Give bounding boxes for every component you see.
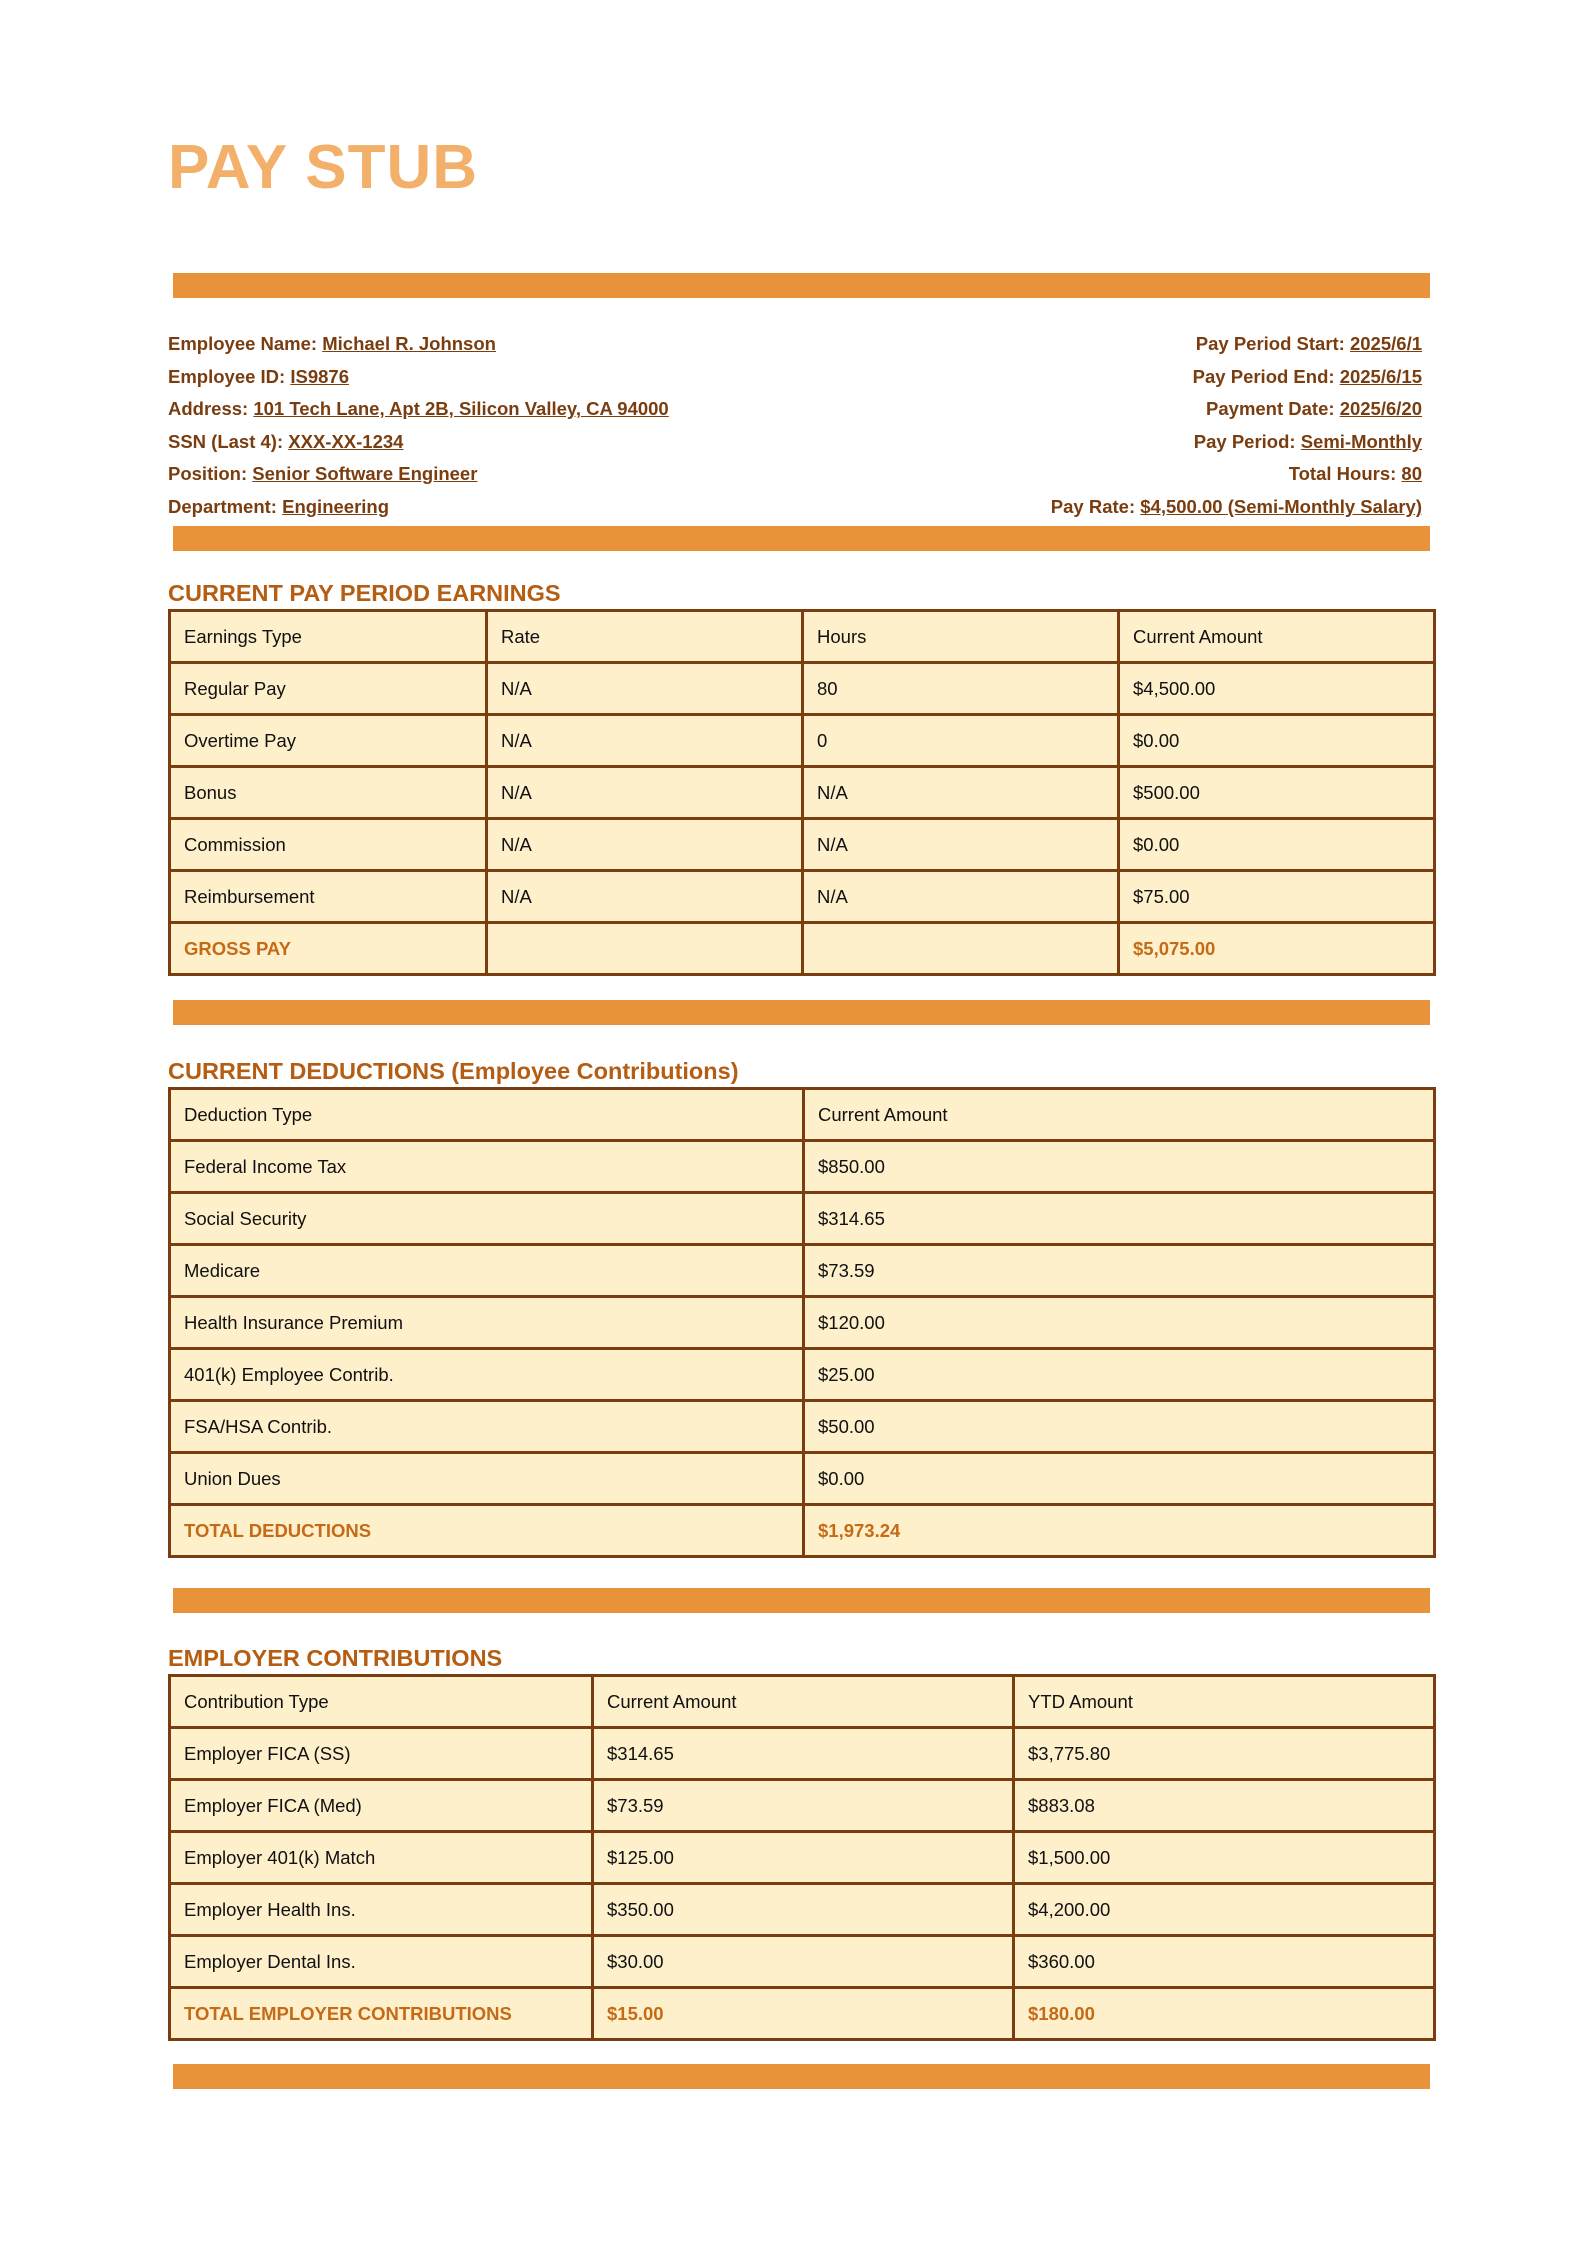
table-row (170, 1193, 1435, 1245)
total-label: TOTAL EMPLOYER CONTRIBUTIONS (170, 1988, 593, 2040)
table-cell: $0.00 (1119, 715, 1435, 767)
table-cell: $4,200.00 (1014, 1884, 1435, 1936)
total-employer-contributions-row (170, 1988, 1435, 2040)
gross-pay-row (170, 923, 1435, 975)
header-cell: YTD Amount (1014, 1676, 1435, 1728)
table-cell: Reimbursement (170, 871, 487, 923)
pay-period-value: Semi-Monthly (1300, 430, 1422, 452)
employer-contributions-table (168, 1674, 1436, 2041)
header-cell: Contribution Type (170, 1676, 593, 1728)
table-cell: N/A (803, 819, 1119, 871)
divider-bar (173, 526, 1430, 551)
address-value: 101 Tech Lane, Apt 2B, Silicon Valley, CA 94000 (253, 398, 669, 420)
position-value: Senior Software Engineer (252, 463, 478, 485)
earnings-table (168, 609, 1436, 976)
table-cell: $50.00 (804, 1401, 1435, 1453)
table-cell: N/A (487, 871, 803, 923)
table-cell: $3,775.80 (1014, 1728, 1435, 1780)
table-cell (803, 923, 1119, 975)
employee-id-value: IS9876 (290, 365, 349, 387)
table-cell: Health Insurance Premium (170, 1297, 804, 1349)
table-cell: $350.00 (593, 1884, 1014, 1936)
pay-period-info (722, 328, 1422, 524)
pay-period-start-row (722, 328, 1422, 361)
table-cell: Employer Dental Ins. (170, 1936, 593, 1988)
table-header-row (170, 611, 1435, 663)
total-label: GROSS PAY (170, 923, 487, 975)
pay-period-end-value: 2025/6/15 (1339, 365, 1422, 387)
table-cell: N/A (487, 663, 803, 715)
table-cell: Employer FICA (Med) (170, 1780, 593, 1832)
table-header-row (170, 1676, 1435, 1728)
divider-bar (173, 273, 1430, 298)
table-cell: $30.00 (593, 1936, 1014, 1988)
pay-rate-value: $4,500.00 (Semi-Monthly Salary) (1140, 495, 1422, 517)
table-row (170, 1141, 1435, 1193)
table-cell: Employer FICA (SS) (170, 1728, 593, 1780)
department-label: Department: (168, 495, 283, 517)
table-row (170, 1832, 1435, 1884)
header-cell: Hours (803, 611, 1119, 663)
total-label: TOTAL DEDUCTIONS (170, 1505, 804, 1557)
table-row (170, 1401, 1435, 1453)
payment-date-value: 2025/6/20 (1339, 398, 1422, 420)
table-row (170, 819, 1435, 871)
table-cell: Regular Pay (170, 663, 487, 715)
divider-bar (173, 1588, 1430, 1613)
table-row (170, 715, 1435, 767)
employer-section-title: EMPLOYER CONTRIBUTIONS (168, 1645, 503, 1671)
pay-rate-row (722, 491, 1422, 524)
pay-period-start-value: 2025/6/1 (1349, 333, 1422, 354)
department-value: Engineering (282, 495, 390, 517)
table-row (170, 1453, 1435, 1505)
table-row (170, 1780, 1435, 1832)
header-cell: Current Amount (593, 1676, 1014, 1728)
position-label: Position: (168, 463, 253, 485)
table-cell: $314.65 (593, 1728, 1014, 1780)
table-row (170, 1297, 1435, 1349)
pay-period-row (722, 426, 1422, 459)
table-cell: $1,500.00 (1014, 1832, 1435, 1884)
table-cell: N/A (487, 767, 803, 819)
earnings-section-title: CURRENT PAY PERIOD EARNINGS (168, 580, 561, 606)
total-value: $1,973.24 (804, 1505, 1435, 1557)
table-cell: $360.00 (1014, 1936, 1435, 1988)
divider-bar (173, 2064, 1430, 2089)
table-cell: N/A (803, 871, 1119, 923)
pay-period-start-label: Pay Period Start: (1195, 333, 1350, 354)
total-hours-value: 80 (1401, 463, 1422, 485)
table-row (170, 1728, 1435, 1780)
table-header-row (170, 1089, 1435, 1141)
ssn-value: XXX-XX-1234 (288, 430, 404, 452)
table-cell (487, 923, 803, 975)
table-cell: Union Dues (170, 1453, 804, 1505)
ssn-label: SSN (Last 4): (168, 430, 289, 452)
table-cell: N/A (487, 715, 803, 767)
table-row (170, 1349, 1435, 1401)
deductions-section-title: CURRENT DEDUCTIONS (Employee Contributions) (168, 1058, 739, 1084)
table-cell: Employer 401(k) Match (170, 1832, 593, 1884)
table-cell: $73.59 (593, 1780, 1014, 1832)
address-label: Address: (168, 398, 254, 420)
table-row (170, 871, 1435, 923)
table-cell: $125.00 (593, 1832, 1014, 1884)
table-cell: $0.00 (804, 1453, 1435, 1505)
table-cell: 0 (803, 715, 1119, 767)
table-cell: $500.00 (1119, 767, 1435, 819)
table-cell: $4,500.00 (1119, 663, 1435, 715)
table-cell: $25.00 (804, 1349, 1435, 1401)
page-title: PAY STUB (168, 133, 479, 202)
payment-date-row (722, 393, 1422, 426)
header-cell: Current Amount (1119, 611, 1435, 663)
table-cell: $883.08 (1014, 1780, 1435, 1832)
total-value: $180.00 (1014, 1988, 1435, 2040)
payment-date-label: Payment Date: (1206, 398, 1340, 420)
pay-rate-label: Pay Rate: (1050, 495, 1141, 517)
table-cell: Bonus (170, 767, 487, 819)
total-hours-row (722, 458, 1422, 491)
table-cell: Federal Income Tax (170, 1141, 804, 1193)
table-cell: Employer Health Ins. (170, 1884, 593, 1936)
table-row (170, 767, 1435, 819)
pay-period-label: Pay Period: (1193, 430, 1301, 452)
table-cell: Social Security (170, 1193, 804, 1245)
header-cell: Deduction Type (170, 1089, 804, 1141)
total-hours-label: Total Hours: (1288, 463, 1402, 485)
table-cell: Medicare (170, 1245, 804, 1297)
employee-name-label: Employee Name: (168, 333, 323, 354)
table-cell: $120.00 (804, 1297, 1435, 1349)
divider-bar (173, 1000, 1430, 1025)
header-cell: Earnings Type (170, 611, 487, 663)
table-cell: N/A (487, 819, 803, 871)
pay-period-end-label: Pay Period End: (1192, 365, 1340, 387)
table-cell: FSA/HSA Contrib. (170, 1401, 804, 1453)
table-cell: N/A (803, 767, 1119, 819)
table-row (170, 1245, 1435, 1297)
table-cell: $0.00 (1119, 819, 1435, 871)
table-cell: 401(k) Employee Contrib. (170, 1349, 804, 1401)
header-cell: Rate (487, 611, 803, 663)
total-value: $15.00 (593, 1988, 1014, 2040)
table-row (170, 1936, 1435, 1988)
table-cell: 80 (803, 663, 1119, 715)
table-cell: Commission (170, 819, 487, 871)
deductions-table (168, 1087, 1436, 1558)
table-row (170, 663, 1435, 715)
table-cell: $73.59 (804, 1245, 1435, 1297)
table-cell: $75.00 (1119, 871, 1435, 923)
table-cell: $314.65 (804, 1193, 1435, 1245)
pay-period-end-row (722, 361, 1422, 394)
table-row (170, 1884, 1435, 1936)
employee-name-value: Michael R. Johnson (322, 333, 496, 354)
table-cell: Overtime Pay (170, 715, 487, 767)
total-value: $5,075.00 (1119, 923, 1435, 975)
employee-id-label: Employee ID: (168, 365, 291, 387)
total-deductions-row (170, 1505, 1435, 1557)
table-cell: $850.00 (804, 1141, 1435, 1193)
header-cell: Current Amount (804, 1089, 1435, 1141)
